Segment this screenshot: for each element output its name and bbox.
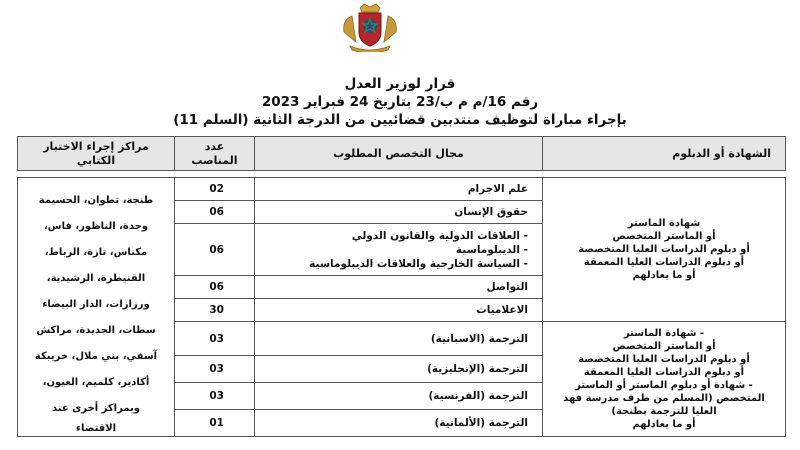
specialty-line: - السياسة الخارجية والعلاقات الديبلوماسية [309,257,528,270]
specialty-line: - العلاقات الدولية والقانون الدولي [351,229,528,242]
diploma-line: العليا للترجمة بطنجة) [611,406,717,417]
specialty-cell: حقوق الإنسان [255,201,543,224]
specialty-cell: التواصل [255,276,543,299]
centers-cell [18,178,175,437]
posts-cell: 02 [175,178,255,201]
diploma-line: أو ما يعادلهم [632,419,696,430]
diploma-line: أو دبلوم الدراسات العليا المتخصصة [578,244,750,255]
royal-emblem-icon [338,2,402,52]
center-line: طنجة، تطوان، الحسيمة [38,195,154,206]
header-diploma: الشهادة أو الدبلوم [543,137,786,171]
center-line: مكناس، تازة، الرباط، [44,247,148,258]
diploma-line: شهادة الماستر [627,218,701,229]
center-line: آسفي، بني ملال، خريبكة [34,351,158,362]
decree-title: قرار لوزير العدل [344,76,456,92]
posts-cell: 06 [175,224,255,276]
specialty-cell: علم الاجرام [255,178,543,201]
center-line: وجدة، الناظور، فاس، [43,221,149,232]
specialty-cell [255,224,543,276]
center-line: سطات، الجديدة، مراكش [36,325,156,336]
specialty-cell: الترجمة (الفرنسية) [255,383,543,410]
posts-cell: 06 [175,201,255,224]
diploma-line: أو دبلوم الدراسات العليا المعمقة [583,257,745,268]
posts-cell: 01 [175,410,255,437]
posts-cell: 03 [175,383,255,410]
center-line: القنيطرة، الرشيدية، [46,273,146,284]
posts-cell: 30 [175,299,255,322]
center-line: وبمراكز أخرى عند [51,403,141,414]
center-line: أكادير، كلميم، العيون، [42,377,150,388]
diploma-line: - شهادة أو دبلوم الماستر أو الماستر [575,380,753,391]
diploma-cell-group2 [543,322,786,437]
diploma-line: أو الماستر المتخصص [612,341,716,352]
specialty-cell: الاعلاميات [255,299,543,322]
header-specialty: مجال التخصص المطلوب [255,137,543,171]
posts-cell: 06 [175,276,255,299]
decree-number: رقم 16/م م ب/23 بتاريخ 24 فبراير 2023 [261,94,539,110]
diploma-line: أو ما يعادلهم [632,270,696,281]
diploma-line: أو دبلوم الدراسات العليا المتخصصة [578,354,750,365]
center-line: ورزازات، الدار البيضاء [42,299,150,310]
table-header-row [18,137,786,171]
header-centers: مراكز إجراء الاختبار الكتابي [18,137,175,171]
posts-cell: 03 [175,322,255,356]
specialty-cell: الترجمة (الإنجليزية) [255,356,543,383]
diploma-line: أو الماستر المتخصص [612,231,716,242]
recruitment-table [17,136,786,437]
specialty-cell: الترجمة (الألمانية) [255,410,543,437]
diploma-line: - شهادة الماستر [623,328,705,339]
specialty-cell: الترجمة (الاسبانية) [255,322,543,356]
posts-cell: 03 [175,356,255,383]
table-row [18,178,786,201]
decree-subject: بإجراء مباراة لتوظيف منتدبين قضائيين من الدرجة الثانية (السلم 11) [173,112,627,128]
specialty-line: - الديبلوماسية [455,243,528,256]
diploma-line: المتخصص (المسلم من طرف مدرسة فهد [563,393,765,404]
header-posts: عدد المناصب [175,137,255,171]
diploma-line: أو دبلوم الدراسات العليا المعمقة [583,367,745,378]
center-line: الاقتضاء [75,423,117,434]
diploma-cell-group1 [543,178,786,322]
